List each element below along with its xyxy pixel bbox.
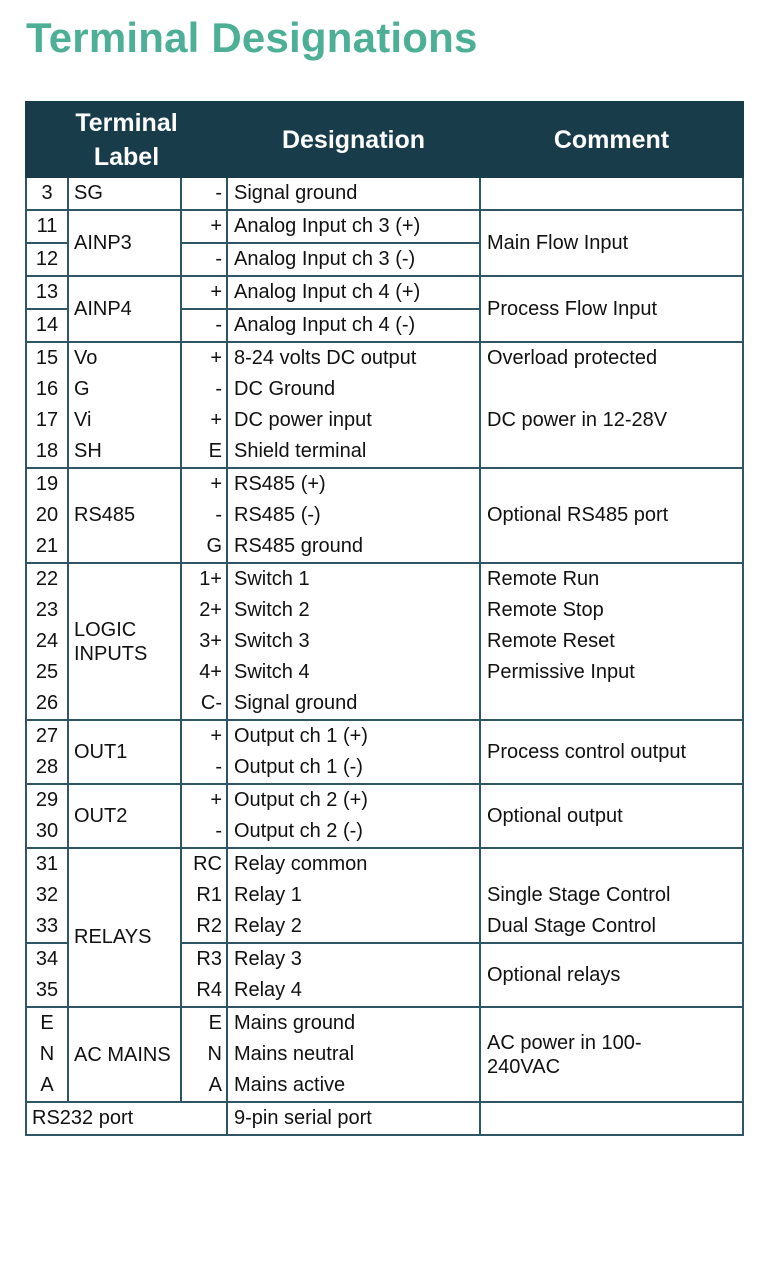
terminal-polarity: - xyxy=(181,752,227,784)
designation: Relay 4 xyxy=(227,975,480,1007)
terminal-number: 17 xyxy=(26,405,68,436)
header-terminal-label: Terminal Label xyxy=(26,102,227,177)
terminal-polarity: + xyxy=(181,276,227,309)
designation: Switch 3 xyxy=(227,626,480,657)
terminal-polarity: R4 xyxy=(181,975,227,1007)
table-row xyxy=(26,1102,743,1135)
terminal-number: 35 xyxy=(26,975,68,1007)
comment: AC power in 100-240VAC xyxy=(480,1007,743,1102)
terminal-number: 3 xyxy=(26,177,68,210)
terminal-polarity: A xyxy=(181,1070,227,1102)
terminal-number: 26 xyxy=(26,688,68,720)
designation: Switch 4 xyxy=(227,657,480,688)
terminal-number: 31 xyxy=(26,848,68,880)
terminal-number: 13 xyxy=(26,276,68,309)
terminal-polarity: G xyxy=(181,531,227,563)
terminal-label: Vi xyxy=(68,405,181,436)
terminal-label: RS485 xyxy=(68,468,181,563)
terminal-label: G xyxy=(68,374,181,405)
terminal-polarity: + xyxy=(181,210,227,243)
terminal-number: 12 xyxy=(26,243,68,276)
terminal-label: AINP4 xyxy=(68,276,181,342)
terminal-number: 33 xyxy=(26,911,68,943)
terminal-number: 25 xyxy=(26,657,68,688)
terminal-label: AINP3 xyxy=(68,210,181,276)
comment: Remote Reset xyxy=(480,626,743,657)
terminal-number: A xyxy=(26,1070,68,1102)
terminal-polarity: + xyxy=(181,405,227,436)
comment xyxy=(480,1102,743,1135)
terminal-number: 23 xyxy=(26,595,68,626)
designation: 9-pin serial port xyxy=(227,1102,480,1135)
terminal-label: SH xyxy=(68,436,181,468)
designation: Output ch 2 (-) xyxy=(227,816,480,848)
terminal-label: OUT1 xyxy=(68,720,181,784)
terminal-label: Vo xyxy=(68,342,181,374)
comment: Process control output xyxy=(480,720,743,784)
terminal-number: 11 xyxy=(26,210,68,243)
designation: Mains ground xyxy=(227,1007,480,1039)
comment: Optional output xyxy=(480,784,743,848)
designation: Signal ground xyxy=(227,177,480,210)
terminal-number: 27 xyxy=(26,720,68,752)
table-row xyxy=(26,210,743,243)
designation: Output ch 2 (+) xyxy=(227,784,480,816)
terminal-polarity: R1 xyxy=(181,880,227,911)
table-row xyxy=(26,784,743,816)
terminal-polarity: + xyxy=(181,720,227,752)
comment xyxy=(480,374,743,405)
comment xyxy=(480,177,743,210)
terminal-polarity: N xyxy=(181,1039,227,1070)
designation: 8-24 volts DC output xyxy=(227,342,480,374)
terminal-polarity: 4+ xyxy=(181,657,227,688)
table-row xyxy=(26,848,743,880)
table-row xyxy=(26,276,743,309)
comment: Permissive Input xyxy=(480,657,743,688)
terminal-number: 20 xyxy=(26,500,68,531)
terminal-label: AC MAINS xyxy=(68,1007,181,1102)
terminal-polarity: + xyxy=(181,342,227,374)
terminal-number: 24 xyxy=(26,626,68,657)
terminal-polarity: + xyxy=(181,468,227,500)
terminal-polarity: - xyxy=(181,374,227,405)
table-row xyxy=(26,405,743,436)
terminal-polarity: R3 xyxy=(181,943,227,975)
table-row xyxy=(26,177,743,210)
terminal-polarity: E xyxy=(181,436,227,468)
terminal-label: LOGIC INPUTS xyxy=(68,563,181,720)
header-row xyxy=(26,102,743,177)
terminal-number: 30 xyxy=(26,816,68,848)
terminal-label: RELAYS xyxy=(68,848,181,1007)
designation: Relay common xyxy=(227,848,480,880)
table-row xyxy=(26,468,743,500)
terminal-label: OUT2 xyxy=(68,784,181,848)
table-row xyxy=(26,720,743,752)
comment: DC power in 12-28V xyxy=(480,405,743,436)
terminal-polarity: 1+ xyxy=(181,563,227,595)
terminal-number: 32 xyxy=(26,880,68,911)
designation: Switch 1 xyxy=(227,563,480,595)
comment: Remote Run xyxy=(480,563,743,595)
terminal-polarity: C- xyxy=(181,688,227,720)
comment xyxy=(480,436,743,468)
page-title: Terminal Designations xyxy=(26,14,478,61)
comment xyxy=(480,688,743,720)
terminal-number: 28 xyxy=(26,752,68,784)
terminal-number: 14 xyxy=(26,309,68,342)
terminal-polarity: - xyxy=(181,500,227,531)
terminal-number: N xyxy=(26,1039,68,1070)
terminal-polarity: + xyxy=(181,784,227,816)
designation: Analog Input ch 4 (+) xyxy=(227,276,480,309)
designation: Switch 2 xyxy=(227,595,480,626)
comment xyxy=(480,848,743,880)
table-row xyxy=(26,1007,743,1039)
terminal-polarity: 3+ xyxy=(181,626,227,657)
designation: Signal ground xyxy=(227,688,480,720)
comment: Dual Stage Control xyxy=(480,911,743,943)
comment: Remote Stop xyxy=(480,595,743,626)
designation: Relay 3 xyxy=(227,943,480,975)
designation: Mains active xyxy=(227,1070,480,1102)
terminal-number: E xyxy=(26,1007,68,1039)
designation: Output ch 1 (-) xyxy=(227,752,480,784)
designation: Output ch 1 (+) xyxy=(227,720,480,752)
designation: RS485 (-) xyxy=(227,500,480,531)
comment: Optional RS485 port xyxy=(480,468,743,563)
designation: Shield terminal xyxy=(227,436,480,468)
designation: RS485 (+) xyxy=(227,468,480,500)
designation: Relay 2 xyxy=(227,911,480,943)
terminal-polarity: - xyxy=(181,177,227,210)
designation: Mains neutral xyxy=(227,1039,480,1070)
terminal-number: 22 xyxy=(26,563,68,595)
terminal-label: SG xyxy=(68,177,181,210)
terminal-number: 15 xyxy=(26,342,68,374)
terminal-number: 21 xyxy=(26,531,68,563)
terminal-polarity: 2+ xyxy=(181,595,227,626)
designation: Analog Input ch 3 (+) xyxy=(227,210,480,243)
designation: Relay 1 xyxy=(227,880,480,911)
terminal-polarity: - xyxy=(181,243,227,276)
designation: Analog Input ch 4 (-) xyxy=(227,309,480,342)
terminal-number: 19 xyxy=(26,468,68,500)
terminal-polarity: - xyxy=(181,816,227,848)
table-row xyxy=(26,374,743,405)
comment: Optional relays xyxy=(480,943,743,1007)
designation: Analog Input ch 3 (-) xyxy=(227,243,480,276)
terminal-polarity: RC xyxy=(181,848,227,880)
header-comment: Comment xyxy=(480,102,743,177)
comment: Main Flow Input xyxy=(480,210,743,276)
terminal-designations-table xyxy=(25,101,744,1136)
terminal-polarity: R2 xyxy=(181,911,227,943)
designation: DC Ground xyxy=(227,374,480,405)
terminal-number: 34 xyxy=(26,943,68,975)
terminal-number: 29 xyxy=(26,784,68,816)
comment: Overload protected xyxy=(480,342,743,374)
terminal-label: RS232 port xyxy=(26,1102,227,1135)
table-row xyxy=(26,436,743,468)
comment: Process Flow Input xyxy=(480,276,743,342)
terminal-number: 18 xyxy=(26,436,68,468)
designation: DC power input xyxy=(227,405,480,436)
table-row xyxy=(26,342,743,374)
comment: Single Stage Control xyxy=(480,880,743,911)
header-designation: Designation xyxy=(227,102,480,177)
terminal-number: 16 xyxy=(26,374,68,405)
designation: RS485 ground xyxy=(227,531,480,563)
table-row xyxy=(26,563,743,595)
terminal-polarity: - xyxy=(181,309,227,342)
terminal-polarity: E xyxy=(181,1007,227,1039)
